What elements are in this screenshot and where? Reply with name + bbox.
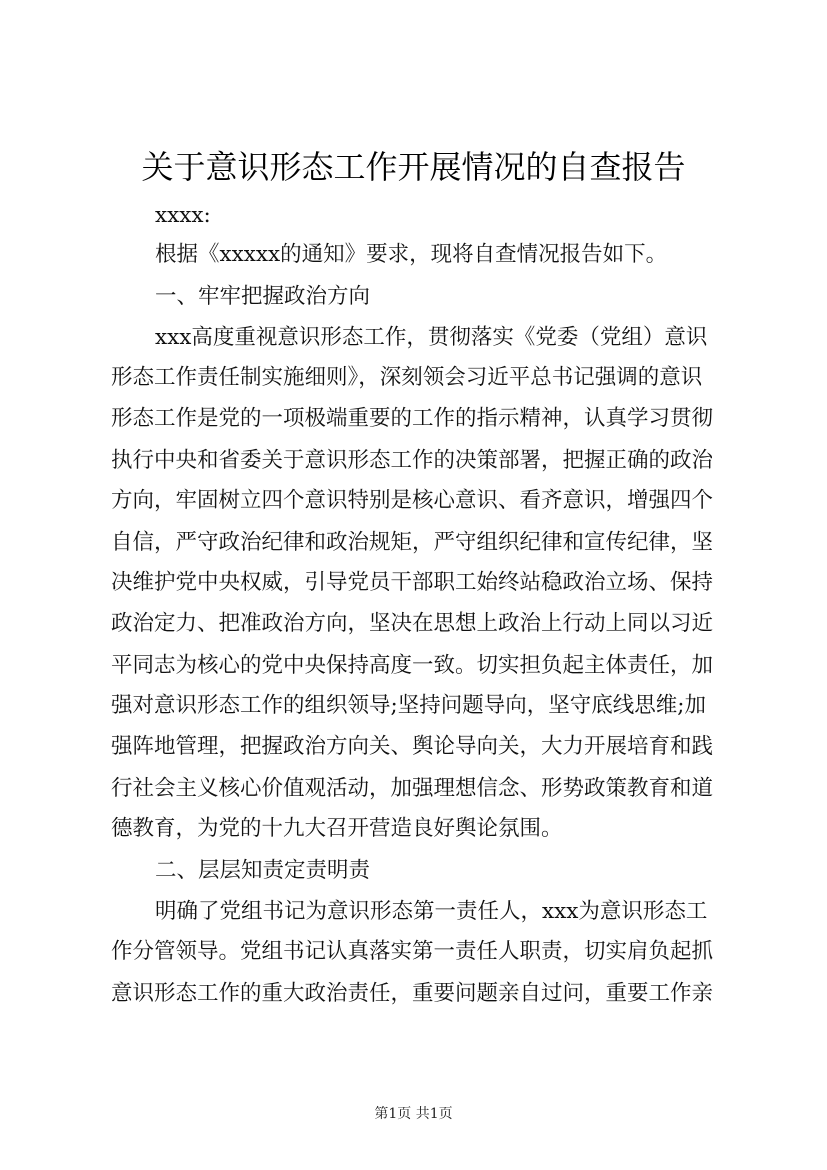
section-2-heading: 二、层层知责定责明责 [155, 858, 371, 883]
section-1-heading: 一、牢牢把握政治方向 [155, 284, 371, 309]
section-1-text-line: 强对意识形态工作的组织领导;坚持问题导向，坚守底线思维;加 [111, 693, 706, 718]
salutation: xxxx: [155, 203, 211, 228]
section-1-text-line: 强阵地管理，把握政治方向关、舆论导向关，大力开展培育和践 [111, 734, 714, 759]
section-1-text-line: 行社会主义核心价值观活动，加强理想信念、形势政策教育和道 [111, 776, 714, 801]
section-1-text-line: 方向，牢固树立四个意识特别是核心意识、看齐意识，增强四个 [111, 488, 714, 513]
section-2-text-line: 明确了党组书记为意识形态第一责任人，xxx为意识形态工 [155, 899, 708, 924]
section-1-text-line: 形态工作是党的一项极端重要的工作的指示精神，认真学习贯彻 [111, 406, 714, 431]
section-1-text-line: 决维护党中央权威，引导党员干部职工始终站稳政治立场、保持 [111, 570, 714, 595]
section-1-text-line: 自信，严守政治纪律和政治规矩，严守组织纪律和宣传纪律，坚 [111, 530, 714, 555]
document-title: 关于意识形态工作开展情况的自查报告 [141, 148, 686, 186]
section-1-text-line: 平同志为核心的党中央保持高度一致。切实担负起主体责任，加 [111, 653, 714, 678]
section-2-text-line: 意识形态工作的重大政治责任，重要问题亲自过问，重要工作亲 [111, 981, 714, 1006]
section-1-text-line: 政治定力、把准政治方向，坚决在思想上政治上行动上同以习近 [111, 611, 714, 636]
section-1-text-line: 德教育，为党的十九大召开营造良好舆论氛围。 [111, 816, 563, 841]
section-1-text-line: 形态工作责任制实施细则》，深刻领会习近平总书记强调的意识 [111, 365, 703, 390]
section-1-text-line: 执行中央和省委关于意识形态工作的决策部署，把握正确的政治 [111, 448, 714, 473]
section-2-text-line: 作分管领导。党组书记认真落实第一责任人职责，切实肩负起抓 [111, 939, 714, 964]
page-number-footer: 第1页 共1页 [374, 1106, 453, 1122]
intro-paragraph: 根据《xxxxx的通知》要求，现将自查情况报告如下。 [155, 242, 668, 267]
section-1-text-line: xxx高度重视意识形态工作，贯彻落实《党委（党组）意识 [155, 325, 708, 350]
